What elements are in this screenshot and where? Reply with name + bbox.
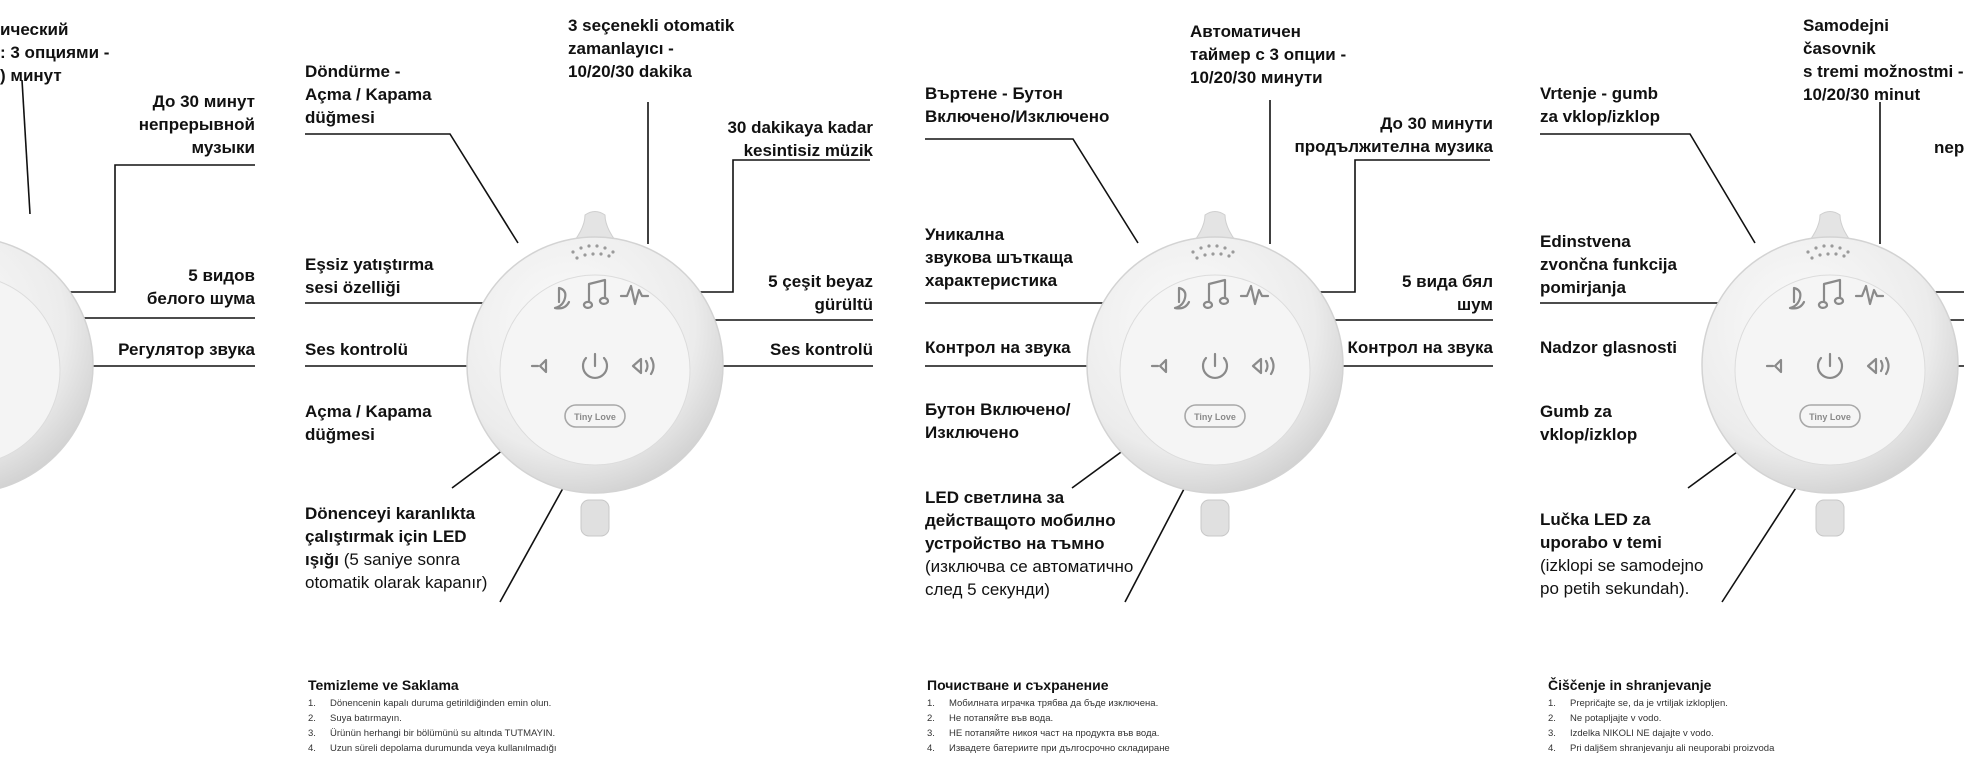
label-white-noise-ru: 5 видов белого шума (146, 266, 255, 308)
label-timer-bg: Автоматичен таймер с 3 опции - 10/20/30 минути (1190, 22, 1347, 87)
label-volume-right-bg: Контрол на звука (1347, 338, 1493, 357)
cleaning-title-sl: Čiščenje in shranjevanje (1548, 677, 1712, 693)
label-volume-left-bg: Контрол на звука (925, 338, 1071, 357)
list-item: 2. Suya batırmayın. (308, 713, 402, 724)
list-item: 1. Dönencenin kapalı duruma getirildiğinden emin olun. (308, 698, 552, 709)
list-item: 4. Uzun süreli depolama durumunda veya kullanılmadığı (308, 743, 557, 754)
label-onoff-tr: Açma / Kapama düğmesi (305, 402, 432, 444)
label-soothing-sl: Edinstvena zvončna funkcija pomirjanja (1540, 232, 1677, 297)
list-item: 3. Izdelka NIKOLI NE dajajte v vodo. (1548, 728, 1714, 739)
cleaning-list-bg (927, 696, 1347, 756)
brand-logo: Tiny Love (1194, 412, 1236, 422)
label-led-tr (305, 502, 487, 594)
label-rotate-tr: Döndürme - Açma / Kapama düğmesi (305, 62, 432, 127)
list-item: 2. Ne potapljajte v vodo. (1548, 713, 1662, 724)
device-illustration-sl (1690, 190, 1964, 570)
label-volume-right-ru: Регулятор звука (118, 340, 255, 359)
cleaning-section-bg (927, 676, 1347, 756)
label-led-sl (1540, 508, 1703, 600)
label-rotate-bg: Въртене - Бутон Включено/Изключено (925, 84, 1110, 126)
label-onoff-bg: Бутон Включено/ Изключено (925, 400, 1071, 442)
brand-logo: Tiny Love (1809, 412, 1851, 422)
cleaning-list-tr (308, 696, 728, 756)
label-led-bold-sl: Lučka LED za uporabo v temi (1540, 510, 1662, 552)
label-music-bg: До 30 минути продължителна музика (1294, 114, 1493, 156)
cleaning-title-tr: Temizleme ve Saklama (308, 677, 459, 693)
label-led-note-sl: (izklopi se samodejno po petih sekundah). (1540, 556, 1704, 598)
list-item: 4. Pri daljšem shranjevanju ali neuporabi proizvoda (1548, 743, 1775, 754)
brand-logo: Tiny Love (574, 412, 616, 422)
list-item: 1. Prepričajte se, da je vrtiljak izklopljen. (1548, 698, 1728, 709)
label-volume-right-tr: Ses kontrolü (770, 340, 873, 359)
label-soothing-tr: Eşsiz yatıştırma sesi özelliği (305, 255, 434, 297)
label-volume-left-sl: Nadzor glasnosti (1540, 338, 1677, 357)
list-item: 1. Мобилната играчка трябва да бъде изключена. (927, 698, 1159, 709)
list-item: 3. Ürünün herhangi bir bölümünü su altında TUTMAYIN. (308, 728, 556, 739)
label-timer-sl: Samodejni časovnik s tremi možnostmi - 10/20/30 minut (1803, 16, 1964, 104)
label-music-ru: До 30 минут непрерывной музыки (138, 92, 255, 157)
cleaning-section-tr (308, 676, 728, 756)
device-illustration-ru (0, 190, 110, 570)
cleaning-section-sl (1548, 676, 1948, 756)
label-led-note-bg: (изключва се автоматично след 5 секунди) (925, 557, 1134, 599)
label-led-bg (925, 486, 1133, 601)
cleaning-list-sl (1548, 696, 1948, 756)
label-white-noise-bg: 5 вида бял шум (1401, 272, 1493, 314)
label-soothing-bg: Уникална звукова шъткаща характеристика (925, 225, 1073, 290)
label-led-note-tr: (5 saniye sonra otomatik olarak kapanır) (305, 550, 488, 592)
label-white-noise-tr: 5 çeşit beyaz gürültü (768, 272, 873, 314)
device-illustration-tr (455, 190, 745, 570)
list-item: 3. НЕ потапяйте никоя част на продукта във вода. (927, 728, 1160, 739)
label-led-bold-tr: Dönenceyi karanlıkta çalıştırmak için LED ışığı (305, 504, 476, 569)
list-item: 2. Не потапяйте във вода. (927, 713, 1054, 724)
label-led-bold-bg: LED светлина за действащото мобилно устройство на тъмно (925, 488, 1116, 553)
label-rotate-sl: Vrtenje - gumb za vklop/izklop (1540, 84, 1660, 126)
label-music-sl: nep (1934, 138, 1964, 157)
cleaning-title-bg: Почистване и съхранение (927, 677, 1109, 693)
label-music-tr: 30 dakikaya kadar kesintisiz müzik (727, 118, 873, 160)
label-timer-tr: 3 seçenekli otomatik zamanlayıcı - 10/20/30 dakika (568, 16, 735, 81)
label-volume-left-tr: Ses kontrolü (305, 340, 408, 359)
list-item: 4. Извадете батериите при дългосрочно складиране (927, 743, 1170, 754)
label-timer-ru: ический : 3 опциями - ) минут (0, 20, 110, 85)
label-onoff-sl: Gumb za vklop/izklop (1540, 402, 1638, 444)
